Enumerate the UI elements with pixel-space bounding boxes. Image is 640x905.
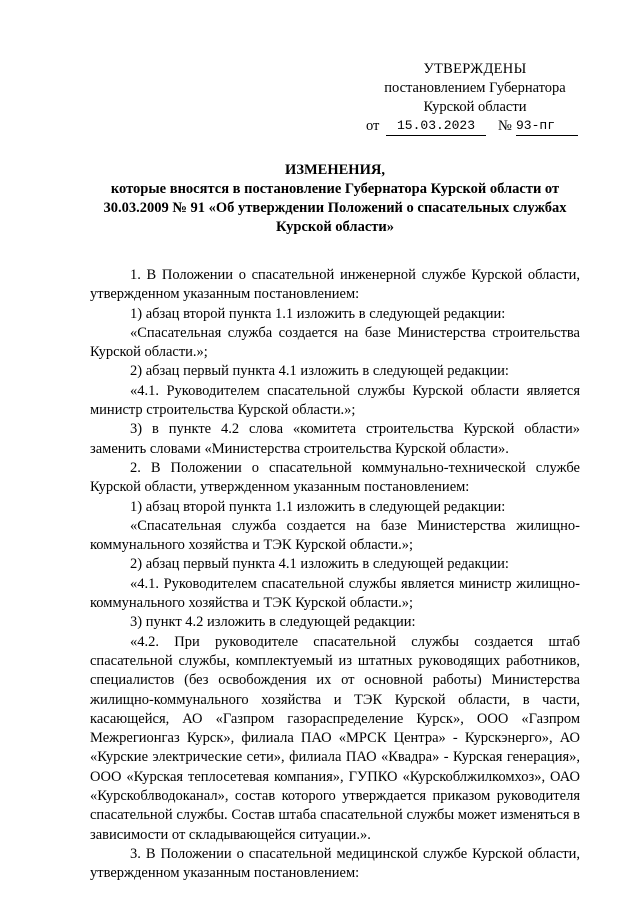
approval-heading: УТВЕРЖДЕНЫ [423,61,527,77]
number-label: № [498,118,512,134]
paragraph: «4.1. Руководителем спасательной службы является министр жилищно-коммунального хозяйства и ТЭК Курской области.»; [90,575,580,612]
approval-line-1: постановлением Губернатора [384,80,566,96]
document-title [90,161,580,237]
paragraph: «Спасательная служба создается на базе Министерства строительства Курской области.»; [90,324,580,361]
title-heading: ИЗМЕНЕНИЯ, [285,162,385,178]
paragraph: 2) абзац первый пункта 4.1 изложить в следующей редакции: [130,363,509,380]
paragraph: 3) пункт 4.2 изложить в следующей редакции: [130,614,416,631]
paragraph: 1) абзац второй пункта 1.1 изложить в следующей редакции: [130,498,506,515]
title-subtitle: которые вносятся в постановление Губернатора Курской области от 30.03.2009 № 91 «Об утверждении Положений о спасательных службах Курской области» [103,181,567,235]
paragraph: 3. В Положении о спасательной медицинской службе Курской области, утвержденном указанным постановлением: [90,845,580,882]
approval-stamp [360,60,590,136]
paragraph: 1) абзац второй пункта 1.1 изложить в следующей редакции: [130,305,506,322]
paragraph: 1. В Положении о спасательной инженерной службе Курской области, утвержденном указанным постановлением: [90,267,580,303]
paragraph: «4.1. Руководителем спасательной службы Курской области является министр строительства Курской области.»; [90,382,580,419]
approval-date: 15.03.2023 [386,117,486,136]
approval-line-2: Курской области [423,99,527,115]
approval-number: 93-пг [516,117,578,136]
paragraph: «Спасательная служба создается на базе Министерства жилищно-коммунального хозяйства и ТЭК Курской области.»; [90,517,580,554]
paragraph: «4.2. При руководителе спасательной службы создается штаб спасательной службы, комплектуемый из штатных руководящих работников, специалистов (без освобождения их от основной работы) Министерства жилищно-коммунального хозяйства и ТЭК Курской области, в части, касающейся, АО «Газпром газораспределение Курск», ООО «Газпром Межрегионгаз Курск», филиала ПАО «МРСК Центра» - Курскэнерго», АО «Курские электрические сети», филиала ПАО «Квадра» - Курская генерация», ООО «Курская теплосетевая компания», ГУПКО «Курскоблжилкомхоз», ОАО «Курскоблводоканал», состав которого утверждается приказом руководителя спасательной службы. Состав штаба спасательной службы может изменяться в зависимости от складывающейся ситуации.». [90,633,580,843]
paragraph: 3) в пункте 4.2 слова «комитета строительства Курской области» заменить словами «Министерства строительства Курской области». [90,421,580,457]
approval-date-line [360,117,590,136]
from-label: от [366,118,380,134]
paragraph: 2. В Положении о спасательной коммунально-технической службе Курской области, утвержденном указанным постановлением: [90,459,580,496]
document-body [90,266,580,884]
paragraph: 2) абзац первый пункта 4.1 изложить в следующей редакции: [130,556,509,573]
